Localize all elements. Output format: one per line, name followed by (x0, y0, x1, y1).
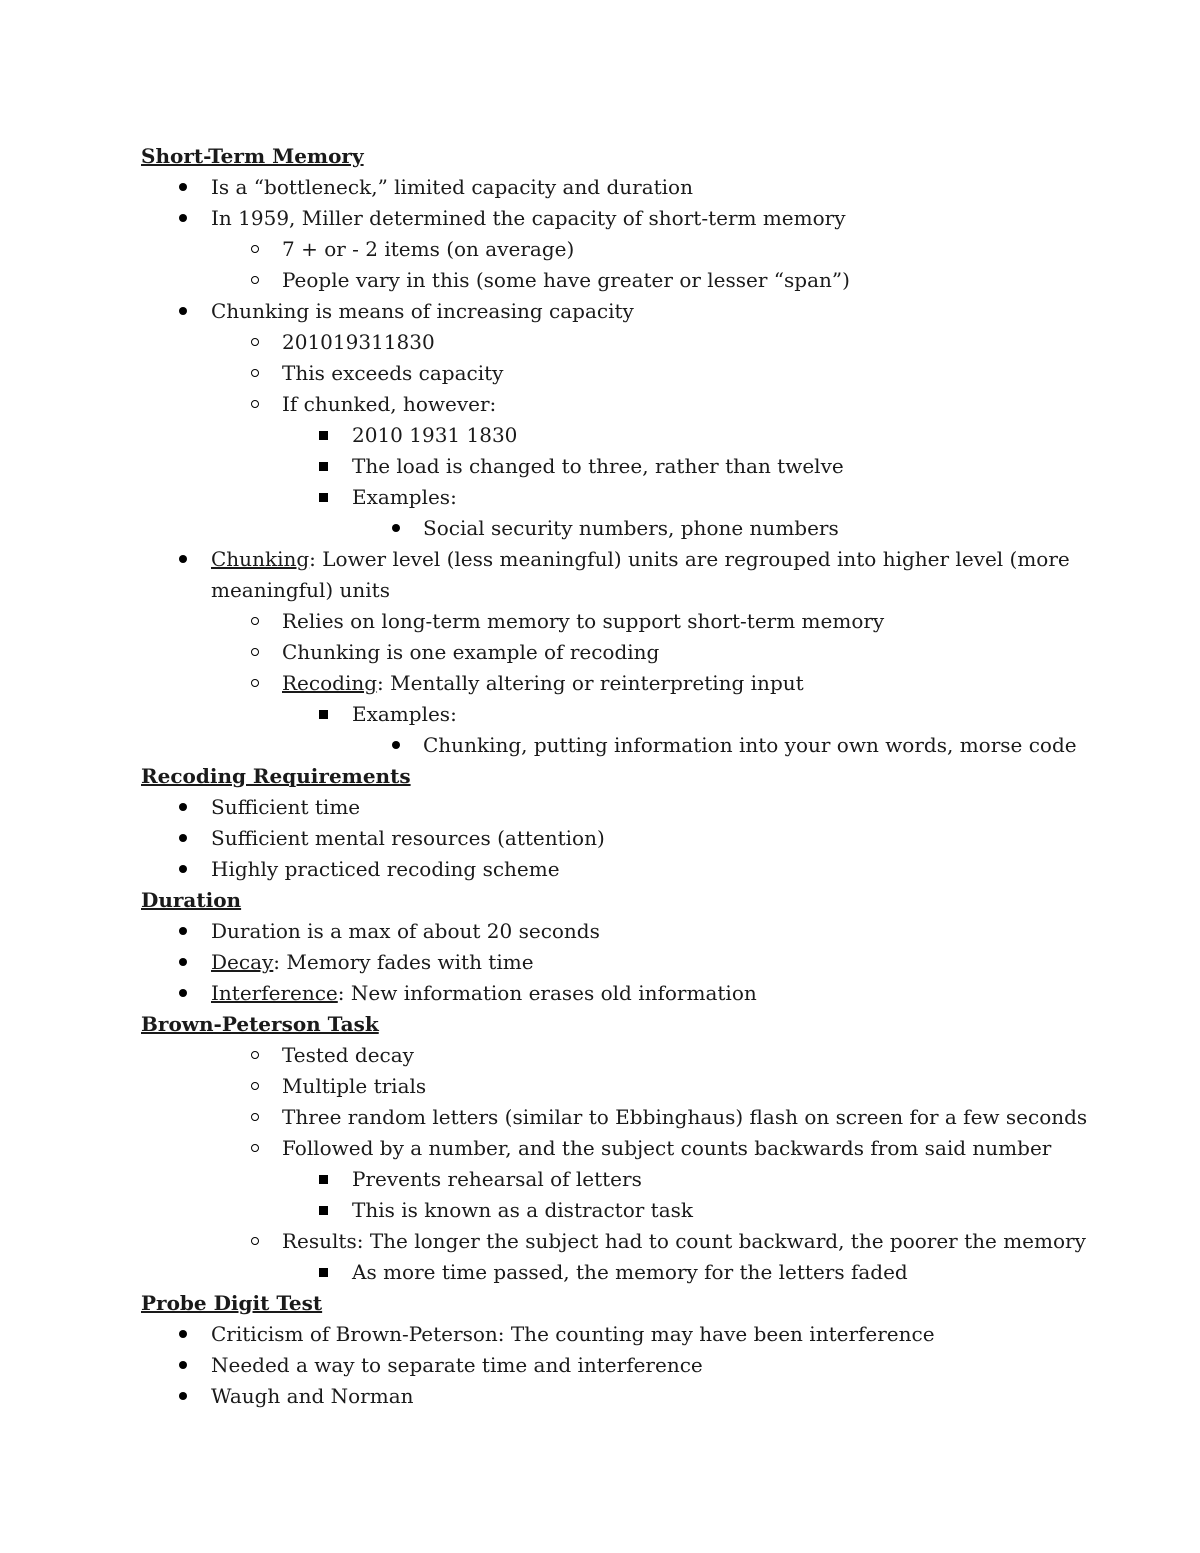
list-item-continuation (211, 575, 390, 606)
list-item-text: Chunking is one example of recoding (282, 640, 660, 664)
term-chunking: Chunking (211, 547, 310, 571)
bullet-circle-icon (251, 648, 259, 656)
list-item (282, 389, 496, 420)
list-item (282, 1102, 1087, 1133)
list-item (211, 203, 846, 234)
list-item (282, 265, 850, 296)
list-item (352, 1257, 908, 1288)
bullet-disc-icon (392, 741, 400, 749)
list-item (352, 482, 457, 513)
list-item-text: People vary in this (some have greater or lesser “span”) (282, 268, 850, 292)
bullet-disc-icon (179, 214, 187, 222)
list-item-text: Is a “bottleneck,” limited capacity and duration (211, 175, 693, 199)
term-decay: Decay (211, 950, 274, 974)
list-item (211, 978, 757, 1009)
list-item-text: Results: The longer the subject had to count backward, the poorer the memory (282, 1229, 1086, 1253)
bullet-disc-icon (179, 555, 187, 563)
list-item-text: Chunking is means of increasing capacity (211, 299, 634, 323)
bullet-circle-icon (251, 679, 259, 687)
bullet-disc-icon (179, 307, 187, 315)
bullet-square-icon (319, 710, 328, 719)
list-item (211, 1381, 414, 1412)
list-item-text: Sufficient time (211, 795, 361, 819)
bullet-circle-icon (251, 276, 259, 284)
list-item-text: : New information erases old information (337, 981, 757, 1005)
bullet-disc-icon (179, 865, 187, 873)
list-item-text: Tested decay (282, 1043, 414, 1067)
list-item-text: Criticism of Brown-Peterson: The counting may have been interference (211, 1322, 935, 1346)
list-item-text: 201019311830 (282, 330, 435, 354)
list-item-text: Social security numbers, phone numbers (423, 516, 839, 540)
list-item (282, 327, 435, 358)
list-item (211, 823, 605, 854)
list-item-text: Prevents rehearsal of letters (352, 1167, 642, 1191)
section-heading-duration: Duration (141, 888, 242, 912)
list-item (423, 513, 839, 544)
list-item-text: This is known as a distractor task (352, 1198, 694, 1222)
bullet-disc-icon (179, 989, 187, 997)
list-item-text: : Lower level (less meaningful) units are regrouped into higher level (more (309, 547, 1070, 571)
list-item (211, 916, 600, 947)
bullet-circle-icon (251, 1051, 259, 1059)
bullet-disc-icon (179, 1361, 187, 1369)
bullet-disc-icon (179, 958, 187, 966)
section-heading-probe-digit-test: Probe Digit Test (141, 1291, 323, 1315)
list-item-text: In 1959, Miller determined the capacity of short-term memory (211, 206, 846, 230)
bullet-circle-icon (251, 1082, 259, 1090)
list-item (352, 699, 457, 730)
bullet-square-icon (319, 1268, 328, 1277)
list-item-text: Multiple trials (282, 1074, 427, 1098)
list-item (423, 730, 1077, 761)
term-recoding: Recoding (282, 671, 378, 695)
list-item (211, 544, 1070, 575)
section-heading-brown-peterson-task: Brown-Peterson Task (141, 1012, 379, 1036)
list-item-text: This exceeds capacity (282, 361, 504, 385)
list-item (282, 668, 804, 699)
term-interference: Interference (211, 981, 338, 1005)
bullet-disc-icon (179, 1392, 187, 1400)
bullet-circle-icon (251, 1144, 259, 1152)
list-item (282, 234, 574, 265)
list-item-text: Duration is a max of about 20 seconds (211, 919, 600, 943)
list-item-text: : Mentally altering or reinterpreting input (377, 671, 804, 695)
list-item (211, 792, 360, 823)
bullet-disc-icon (179, 803, 187, 811)
list-item (211, 947, 534, 978)
bullet-square-icon (319, 1206, 328, 1215)
list-item-text: meaningful) units (211, 578, 390, 602)
list-item-text: Three random letters (similar to Ebbinghaus) flash on screen for a few seconds (282, 1105, 1088, 1129)
bullet-circle-icon (251, 245, 259, 253)
bullet-circle-icon (251, 617, 259, 625)
list-item-text: Highly practiced recoding scheme (211, 857, 560, 881)
list-item (282, 637, 659, 668)
bullet-square-icon (319, 431, 328, 440)
list-item-text: Sufficient mental resources (attention) (211, 826, 605, 850)
bullet-circle-icon (251, 1237, 259, 1245)
list-item (352, 420, 517, 451)
bullet-disc-icon (179, 1330, 187, 1338)
list-item-text: Relies on long-term memory to support short-term memory (282, 609, 885, 633)
list-item (282, 358, 503, 389)
bullet-square-icon (319, 493, 328, 502)
list-item (282, 606, 884, 637)
list-item-text: 7 + or - 2 items (on average) (282, 237, 575, 261)
list-item (282, 1133, 1051, 1164)
list-item (282, 1226, 1086, 1257)
bullet-circle-icon (251, 1113, 259, 1121)
list-item-text: Examples: (352, 702, 457, 726)
list-item (352, 1195, 693, 1226)
list-item-text: Followed by a number, and the subject counts backwards from said number (282, 1136, 1052, 1160)
list-item (352, 451, 844, 482)
bullet-circle-icon (251, 338, 259, 346)
bullet-circle-icon (251, 369, 259, 377)
list-item (211, 172, 693, 203)
list-item-text: Chunking, putting information into your own words, morse code (423, 733, 1077, 757)
list-item-text: As more time passed, the memory for the letters faded (352, 1260, 908, 1284)
bullet-square-icon (319, 462, 328, 471)
bullet-disc-icon (179, 834, 187, 842)
list-item (211, 1350, 703, 1381)
list-item-text: The load is changed to three, rather than twelve (352, 454, 844, 478)
bullet-disc-icon (179, 927, 187, 935)
list-item-text: Examples: (352, 485, 457, 509)
section-heading-recoding-requirements: Recoding Requirements (141, 764, 411, 788)
list-item-text: If chunked, however: (282, 392, 497, 416)
list-item-text: Waugh and Norman (211, 1384, 414, 1408)
bullet-disc-icon (179, 183, 187, 191)
list-item (282, 1040, 414, 1071)
list-item (211, 1319, 935, 1350)
bullet-circle-icon (251, 400, 259, 408)
list-item (211, 296, 634, 327)
bullet-disc-icon (392, 524, 400, 532)
bullet-square-icon (319, 1175, 328, 1184)
list-item-text: Needed a way to separate time and interference (211, 1353, 703, 1377)
section-heading-short-term-memory: Short-Term Memory (141, 144, 364, 168)
list-item-text: : Memory fades with time (273, 950, 534, 974)
list-item (211, 854, 560, 885)
list-item (352, 1164, 642, 1195)
list-item-text: 2010 1931 1830 (352, 423, 518, 447)
list-item (282, 1071, 426, 1102)
